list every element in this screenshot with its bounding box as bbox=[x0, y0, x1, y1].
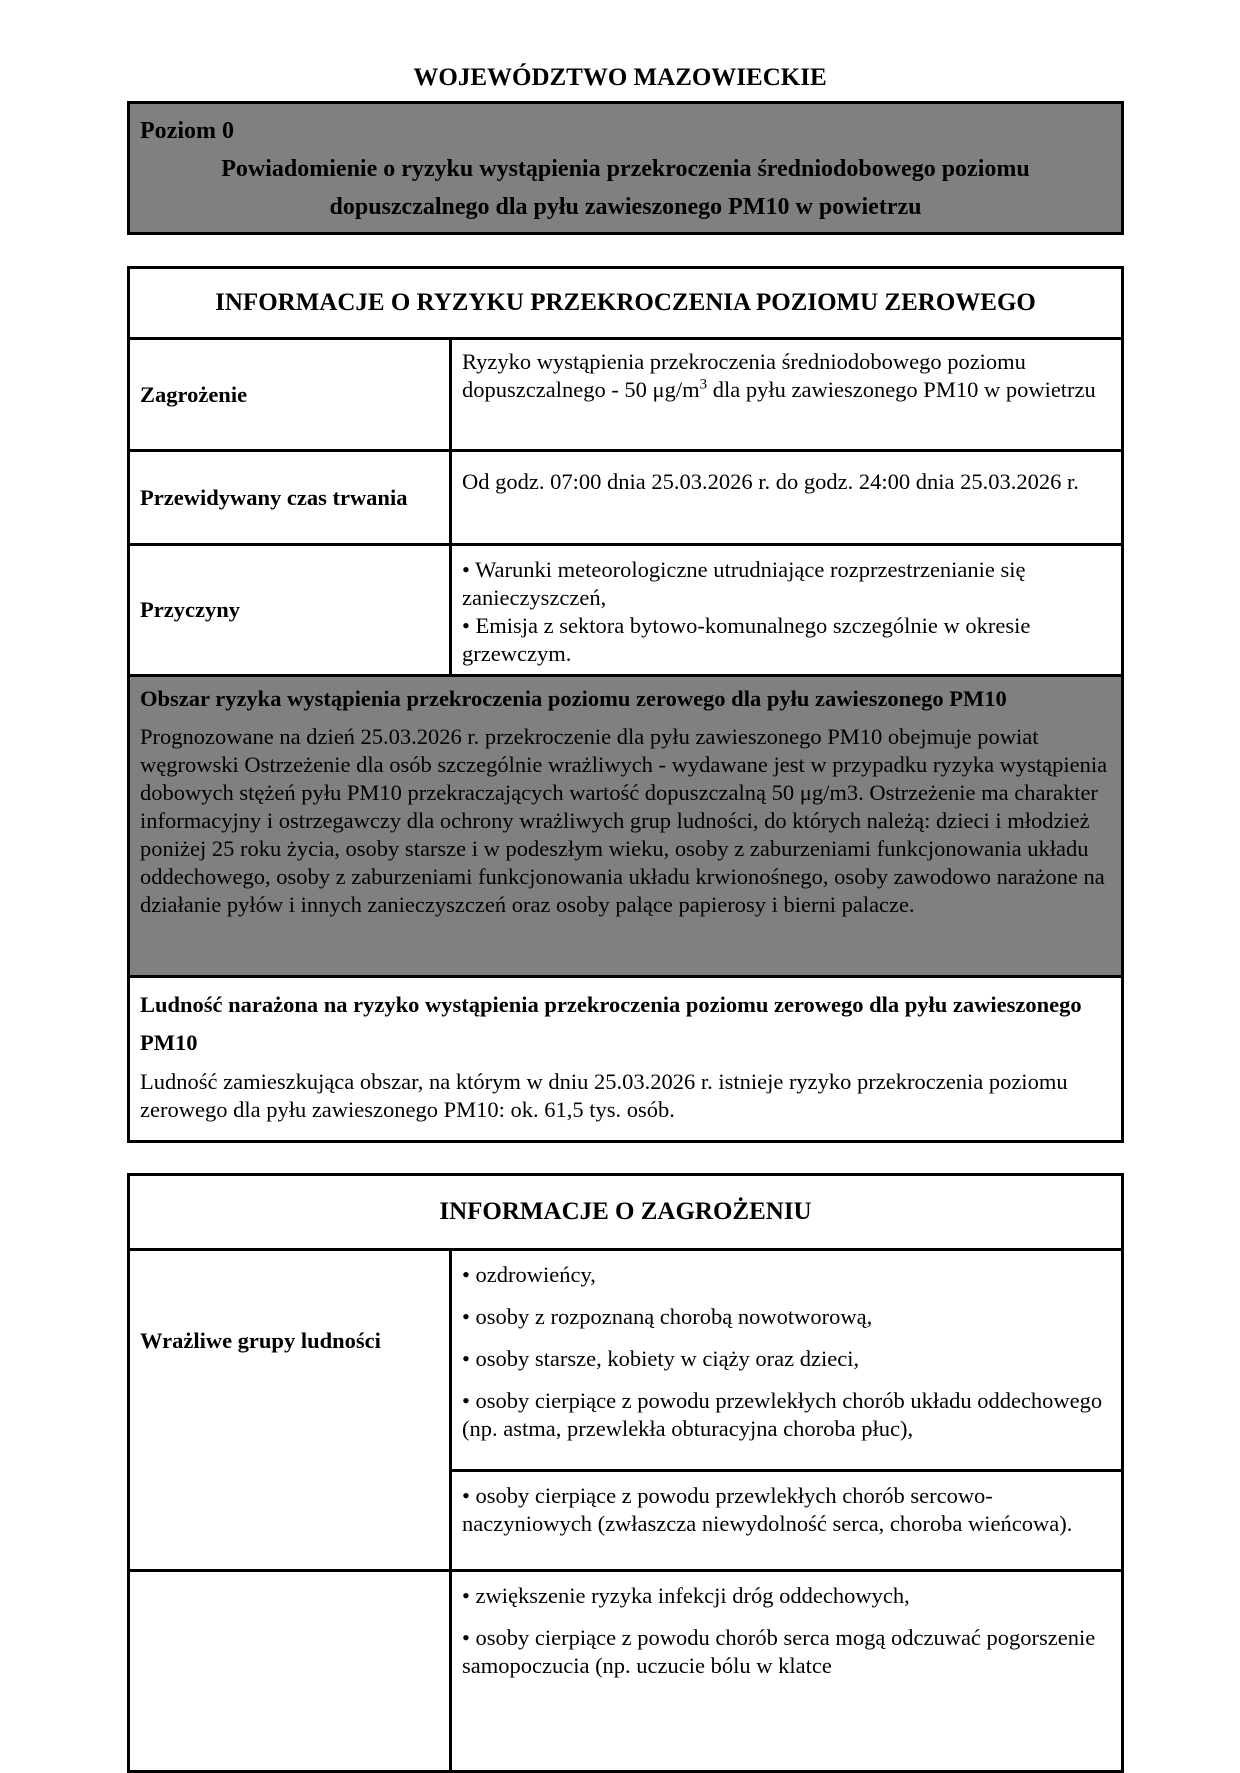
list-item: • osoby z rozpoznaną chorobą nowotworową, bbox=[462, 1304, 873, 1329]
area-text: Prognozowane na dzień 25.03.2026 r. przekroczenie dla pyłu zawieszonego PM10 obejmuje powiat węgrowski Ostrzeżenie dla osób szczególnie wrażliwych - wydawane jest w przypadku ryzyka wystąpienia dobowych stężeń pyłu PM10 przekraczających wartość dopuszczalną 50 μg/m3. Ostrzeżenie ma charakter informacyjny i ostrzegawczy dla ochrony wrażliwych grup ludności, do których należą: dzieci i młodzież poniżej 25 roku życia, osoby starsze i w podeszłym wieku, osoby z zaburzeniami funkcjonowania układu oddechowego, osoby z zaburzeniami funkcjonowania układu krwionośnego, osoby zawodowo narażone na działanie pyłów i innych zanieczyszczeń oraz osoby palące papierosy i bierni palacze. bbox=[140, 724, 1108, 917]
population-text: Ludność zamieszkująca obszar, na którym w dniu 25.03.2026 r. istnieje ryzyko przekroczenia poziomu zerowego dla pyłu zawieszonego PM10: ok. 61,5 tys. osób. bbox=[140, 1069, 1068, 1122]
sensitive-label: Wrażliwe grupy ludności bbox=[140, 1328, 381, 1353]
document-title: WOJEWÓDZTWO MAZOWIECKIE bbox=[413, 64, 827, 91]
duration-value: Od godz. 07:00 dnia 25.03.2026 r. do godz. 24:00 dnia 25.03.2026 r. bbox=[449, 452, 1121, 543]
area-section bbox=[130, 674, 1121, 975]
list-item: • osoby cierpiące z powodu przewlekłych chorób układu oddechowego (np. astma, przewlekła obturacyjna choroba płuc), bbox=[462, 1388, 1103, 1441]
sensitive-groups-a bbox=[449, 1251, 1121, 1469]
threat-text: Ryzyko wystąpienia przekroczenia średniodobowego poziomu dopuszczalnego - 50 μg/m bbox=[462, 349, 1026, 402]
effects-label bbox=[130, 1572, 449, 1770]
population-title: Ludność narażona na ryzyko wystąpienia przekroczenia poziomu zerowego dla pyłu zawieszonego PM10 bbox=[140, 992, 1082, 1055]
alert-level-header bbox=[127, 101, 1124, 235]
table-row-threat bbox=[130, 337, 1121, 449]
duration-label: Przewidywany czas trwania bbox=[140, 484, 408, 510]
causes-value bbox=[449, 546, 1121, 674]
threat-sup: 3 bbox=[699, 376, 708, 393]
table-row-effects bbox=[130, 1569, 1121, 1770]
list-item: • osoby starsze, kobiety w ciąży oraz dzieci, bbox=[462, 1346, 860, 1371]
list-item: • osoby cierpiące z powodu chorób serca mogą odczuwać pogorszenie samopoczucia (np. uczucie bólu w klatce bbox=[462, 1625, 1096, 1678]
cause-item: • Emisja z sektora bytowo-komunalnego szczególnie w okresie grzewczym. bbox=[462, 613, 1031, 666]
threat-info-heading: INFORMACJE O ZAGROŻENIU bbox=[439, 1198, 812, 1225]
population-section bbox=[130, 975, 1121, 1140]
area-title: Obszar ryzyka wystąpienia przekroczenia poziomu zerowego dla pyłu zawieszonego PM10 bbox=[140, 686, 1007, 711]
sensitive-groups-b: • osoby cierpiące z powodu przewlekłych chorób sercowo-naczyniowych (zwłaszcza niewydolność serca, choroba wieńcowa). bbox=[449, 1469, 1121, 1569]
table-row-causes bbox=[130, 543, 1121, 674]
threat-text-tail: dla pyłu zawieszonego PM10 w powietrzu bbox=[707, 377, 1096, 402]
risk-info-heading: INFORMACJE O RYZYKU PRZEKROCZENIA POZIOMU ZEROWEGO bbox=[215, 289, 1036, 316]
effects-value bbox=[449, 1572, 1121, 1770]
causes-label: Przyczyny bbox=[140, 597, 240, 622]
threat-label: Zagrożenie bbox=[140, 381, 248, 407]
alert-notice: Powiadomienie o ryzyku wystąpienia przekroczenia średniodobowego poziomu dopuszczalnego dla pyłu zawieszonego PM10 w powietrzu bbox=[221, 156, 1030, 220]
risk-info-table bbox=[127, 266, 1124, 1143]
cause-item: • Warunki meteorologiczne utrudniające rozprzestrzenianie się zanieczyszczeń, bbox=[462, 557, 1026, 610]
alert-level: Poziom 0 bbox=[140, 118, 234, 144]
table-row-duration bbox=[130, 449, 1121, 543]
list-item: • zwiększenie ryzyka infekcji dróg oddechowych, bbox=[462, 1583, 910, 1608]
list-item: • ozdrowieńcy, bbox=[462, 1262, 596, 1287]
threat-value bbox=[449, 340, 1121, 449]
threat-info-table bbox=[127, 1173, 1124, 1773]
table-row-sensitive-groups bbox=[130, 1248, 1121, 1569]
